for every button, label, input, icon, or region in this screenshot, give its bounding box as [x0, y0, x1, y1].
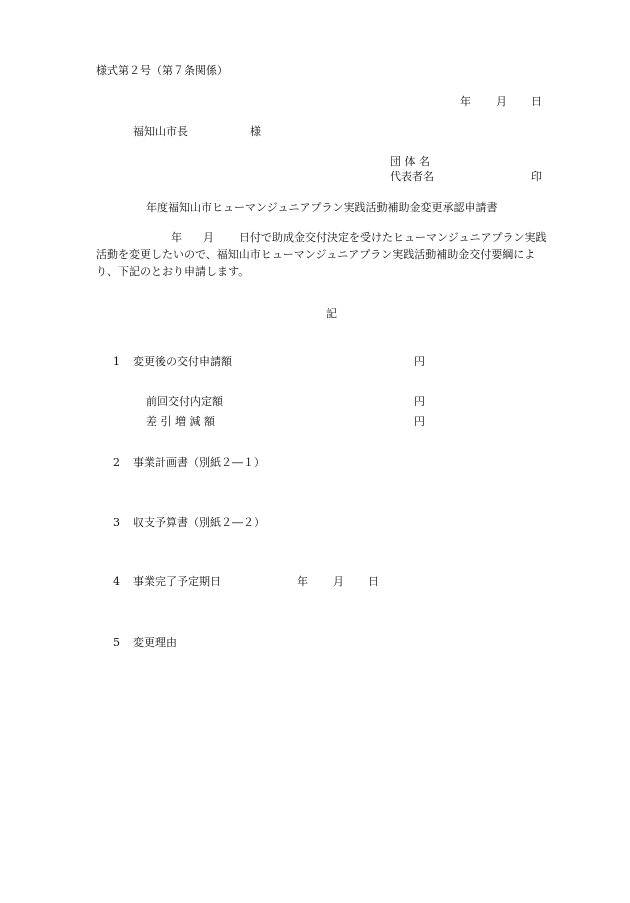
- item-number: 2: [113, 456, 120, 469]
- item-number: 4: [113, 575, 120, 588]
- item-number: 1: [113, 355, 120, 368]
- date-day: 日: [531, 95, 542, 108]
- addressee-name: 福知山市長: [133, 125, 188, 138]
- row-label: 前回交付内定額: [146, 395, 223, 408]
- body-line2: 活動を変更したいので、福知山市ヒューマンジュニアプラン実践活動補助金交付要綱によ: [96, 248, 536, 261]
- completion-month: 月: [333, 575, 344, 588]
- group-name-label: 団 体 名: [390, 155, 430, 168]
- yen-unit: 円: [414, 395, 425, 408]
- document-title: 年度福知山市ヒューマンジュニアプラン実践活動補助金変更承認申請書: [146, 201, 498, 214]
- date-year: 年: [460, 95, 471, 108]
- item-label: 事業計画書（別紙２―１）: [133, 456, 265, 469]
- form-number: 様式第２号（第７条関係）: [96, 64, 228, 77]
- item-number: 5: [113, 636, 120, 649]
- ki-heading: 記: [326, 307, 337, 320]
- completion-year: 年: [297, 575, 308, 588]
- yen-unit: 円: [414, 355, 425, 368]
- body-line1: 日付で助成金交付決定を受けたヒューマンジュニアプラン実践: [239, 231, 547, 244]
- item-label: 変更後の交付申請額: [133, 355, 232, 368]
- item-number: 3: [113, 516, 120, 529]
- item-label: 事業完了予定期日: [133, 575, 221, 588]
- date-month: 月: [496, 95, 507, 108]
- completion-day: 日: [368, 575, 379, 588]
- representative-label: 代表者名: [390, 170, 434, 183]
- body-line3: り、下記のとおり申請します。: [96, 265, 250, 278]
- addressee-honorific: 様: [250, 125, 261, 138]
- row-label: 差 引 増 減 額: [146, 415, 215, 428]
- seal-mark: 印: [531, 170, 542, 183]
- body-year: 年: [171, 231, 182, 244]
- item-label: 収支予算書（別紙２―２）: [133, 516, 265, 529]
- item-label: 変更理由: [133, 636, 177, 649]
- yen-unit: 円: [414, 415, 425, 428]
- body-month: 月: [203, 231, 214, 244]
